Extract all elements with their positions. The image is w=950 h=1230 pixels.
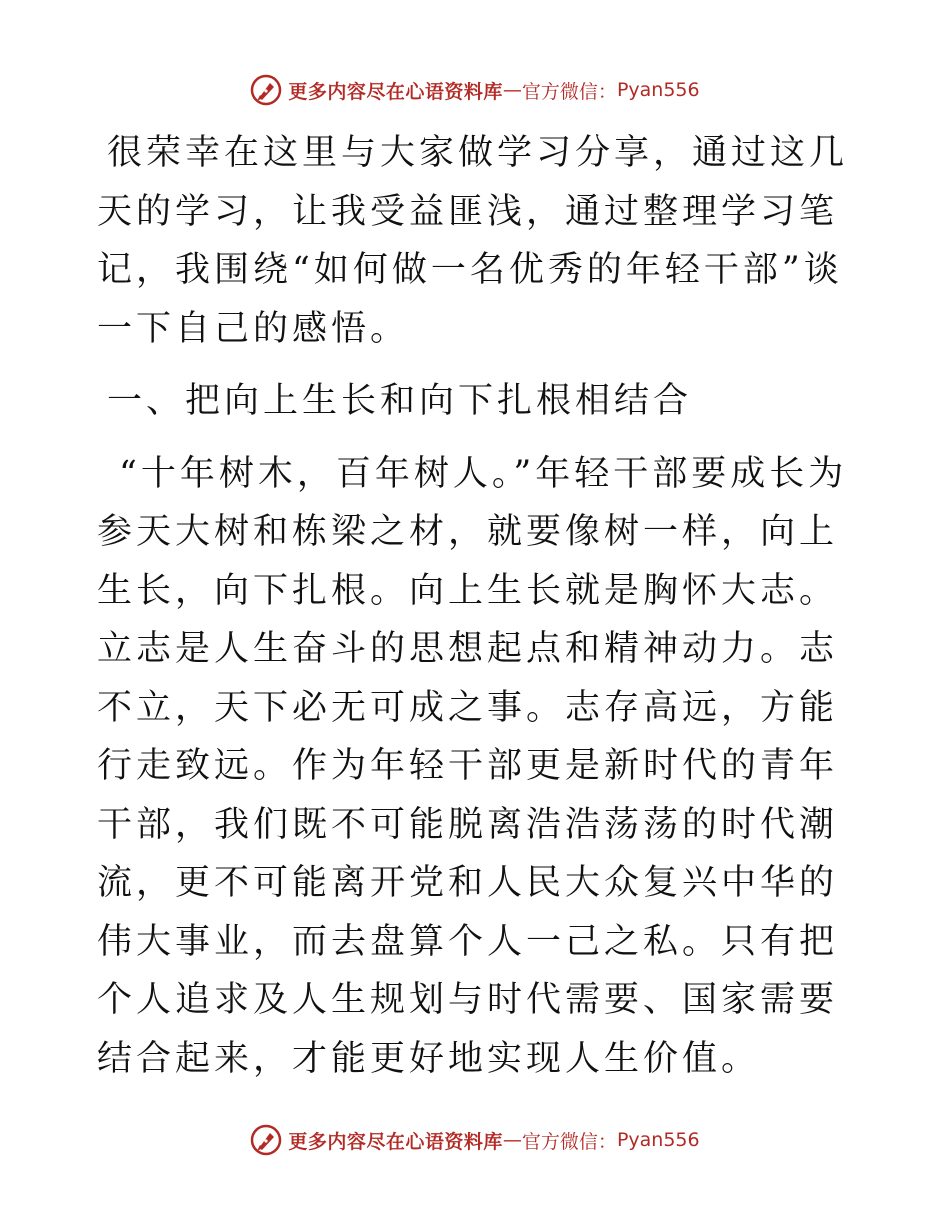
intro-paragraph: 很荣幸在这里与大家做学习分享，通过这几天的学习，让我受益匪浅，通过整理学习笔记，我围绕“如何做一名优秀的年轻干部”谈一下自己的感悟。 [97,133,849,349]
section-heading: 一、把向上生长和向下扎根相结合 [107,381,693,421]
banner-separator: — [502,79,522,101]
banner-separator: — [502,1129,522,1151]
document-body [97,124,857,1088]
banner-wechat-label: 官方微信： [521,80,617,103]
banner-text: 更多内容尽在心语资料库 [288,1130,503,1153]
header-banner [0,70,950,110]
section-paragraph: “十年树木，百年树人。”年轻干部要成长为参天大树和栋梁之材，就要像树一样，向上生长，向下扎根。向上生长就是胸怀大志。立志是人生奋斗的思想起点和精神动力。志不立，天下必无可成之事。志存高远，方能行走致远。作为年轻干部更是新时代的青年干部，我们既不可能脱离浩浩荡荡的时代潮流，更不可能离开党和人民大众复兴中华的伟大事业，而去盘算个人一己之私。只有把个人追求及人生规划与时代需要、国家需要结合起来，才能更好地实现人生价值。 [97,453,848,1079]
banner-wechat-id: Pyan556 [616,79,700,101]
footer-banner [0,1120,950,1160]
pen-nib-logo-icon [250,1124,282,1156]
pen-nib-logo-icon [250,74,282,106]
banner-text: 更多内容尽在心语资料库 [288,80,503,103]
banner-wechat-id: Pyan556 [616,1129,700,1151]
banner-wechat-label: 官方微信： [521,1130,617,1153]
